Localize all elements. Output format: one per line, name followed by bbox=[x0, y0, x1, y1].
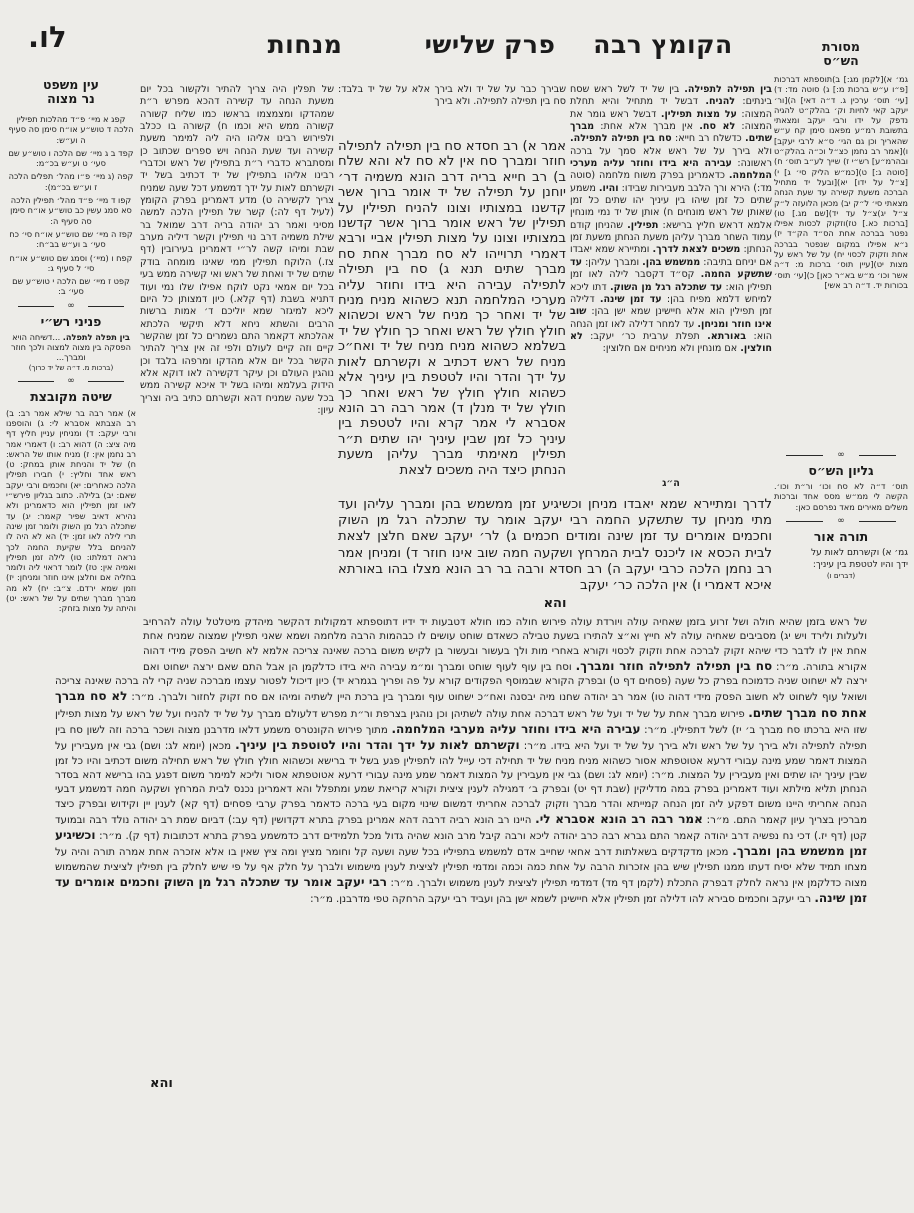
rashi-dibbur-hamatchil: מברך שתים. bbox=[570, 121, 772, 145]
tosafot-paragraph-text: (יומא לג: ושם) גבי אין מעבירין על המצות דאמר שמע מינה עבורי דרעא אטוטפתא אסור וליכא למימר משום דפגע בהו ברישא דהא בסדר הנחתן תליא מילתא ועוד דאמרינן בפרק במה מדליקין (שבת דף יט) ובפרק ב׳ דמגילה לענין ציצית וקורא קריאת שמע ומתפלל והא דאמרינן נכנס לבית המרחץ ושקעה חמה דמשמע דבעי הנחה אחריתי היינו משום דפקע ליה זמן הנחה קמייתא והדר מברך וזקוק לברכה אחריתי דמשום שינוי מקום בעי ברכה כדאמר בפרק ערבי פסחים (דף קא) לענין יין וקידוש ובפרק כיצד מברכין בצריך עיון קאמר התם. מ״ר: bbox=[55, 769, 867, 826]
tosafot-dibbur-hamatchil: עבירה היא בידו וחוזר עליה מערבי המלחמה. bbox=[391, 722, 641, 737]
gemara-catchword: והא bbox=[543, 596, 567, 611]
rashi-dibbur-hamatchil: שוב אינו חוזר ומניחן. bbox=[570, 306, 772, 330]
ein-mishpat-entry: קפו ד מיי׳ פ״ד מהל׳ תפילין הלכה סא סמג עשין כב טוש״ע או״ח סימן סה סעיף ה: bbox=[10, 195, 132, 226]
mesorat-title-line2: הש״ס bbox=[823, 53, 859, 68]
divider-ornament: ∞ bbox=[786, 516, 896, 526]
margin-wrap-spacer bbox=[55, 616, 143, 662]
rashi-paragraph bbox=[582, 257, 700, 268]
rashi-hagahah: ה״ג bbox=[662, 478, 680, 489]
mesorat-text: גמ׳ א)[לקמן מג:] ב)תוספתא דברכות [פ״ו ע״ש ברכות מ:] ג) סוטה מד: ד)[עי׳ תוס׳ ערכין ג. ד״ה דאי] ה)[ור׳ יעקב קאי לחיות וק׳ בהלק״ט להגיה נדפק על ידו ורבי יעקב ומצאתי בתשובת רמ״ע מפאנו סימן קח ע״ש שהאריך וכן גם הגי׳ ס״א לרבי יעקב] ו)[אמר רב נחמן כצ״ל וכ״ה בהלק״ט ובהרמ״ע] רש״י ז) שייך לע״ב תוס׳ ח)[סוטה ג:] ט)[כמ״ש הליק סי׳ ג] י)[צ״ל על ידו] יא)[ובעל יד מתחיל הברכה משעת קשירה עד שעת הנחה מצאתי סי׳ ל״ק יב) מכאן הלועזה ל״ק צ״ל יג)צ״ל עד יד)[שם מג.] טו)[ברכות כא.] טז)וזקוק לכסות אפילו נפטר בברכה אחת הס״ד הק״ד יז) נ״א אפילו במקום שנפטר בברכה אחת וזקוק לכסוי יח) על של ראש על מצות יט)[עיין תוס׳ ברכות מ: ד״ה אשר וכו׳ מ״ש בא״ר כאן] כ)[עי׳ תוס׳ בכורות יד. ד״ה רב אשי] bbox=[774, 74, 908, 290]
tosafot-paragraph-text: וסח בין עוף לעוף שוחט ומברך ומ״מ עבירה היא בידו כדלקמן הן אבל התם שאם ירצה ישחוט ואם ירצה לא ישחוט שניה כדמוכח בפרק כל שעה (פסחים דף ט) ובפרק הקורא שבמוסף הפקודים קורא על פה ופריך בגמרא יד) כיון דיכול לפטור עצמו מברכה שניה קרי לה ברכה שאינה צריכה ושואל עוף לשחוט לא חשוב הפסק מידי דהוה טו) אמר רב יהודה שחנו מיה יבסנה ואח״כ ישחוט עוף ומברך בין ברכת היין לשתיה ומיהו אם סח זקוק לחזור ולברך. מ״ר: bbox=[55, 661, 867, 704]
rashi-dibbur-hamatchil: עד שתשקע החמה. bbox=[570, 256, 772, 281]
ein-mishpat-entry: קפג א מיי׳ פ״ד מהלכות תפילין הלכה ד טוש״ע או״ח סימן סה סעיף ה וע״ש: bbox=[8, 114, 134, 145]
ein-mishpat-entry: קפד ב ג מיי׳ שם הלכה ו טוש״ע שם סעי׳ ט וע״ש בכ״מ: bbox=[8, 147, 134, 169]
ein-mishpat-entry: קפח ו (מיי׳) וסמג שם טוש״ע או״ח סי׳ ל סעיף ג: bbox=[9, 252, 133, 273]
ein-mishpat-entry: קפט ז מיי׳ שם הלכה י טוש״ע שם סעי׳ ב: bbox=[12, 276, 130, 297]
rashi-paragraph-text: משמע שתים כל זמן שיהו בין עיניך יהו שתים כל זמן שאותן של ראש מונחים ח) אותן של יד נמי מונחין אלמא דראש חליץ ברישא: bbox=[570, 182, 772, 231]
mesorat-title bbox=[774, 40, 908, 68]
tosafot-paragraph-text: היינו רב הונא רביה דרבה דהא אמרינן בפרק בתרא דקדושין (דף עב:) דביום שמת רב יהודה נולד רבה ובמועד קטן (דף יז.) דכי נח נפשיה דרב יהודה קאמר התם גברא רבה כרב יהודה ליכא ורבה קיבל מרב הונא שהיה גדול מכל תלמידים דרב כדמשמע בפרק בתרא דכתובות (דף ק). מ״ר: bbox=[55, 814, 867, 843]
rashi-dibbur-hamatchil: והיו. bbox=[598, 182, 619, 194]
tosafot-paragraph-text: של ראש בזמן שהיא חולה ושל זרוע בזמן שאחיה עולה ויורדת עולה פירוש חולה כמו חולא דטבעות יד ידיו דתוספתא דמקולות דהקשר מיהדק מיטלטל עולה להרחיב ולעלות ולירד ויש יג) מסביבים שאחיה עולה לא חייץ וא״צ להתירו בשעת טבילה כשאדם שוחט עושים לו כבהמות הרבה מלחמה ושמא שאני תפילין שמצוה שמניח אחת אחת אין לו לדבר כדי שיהא זקוק לברכה אחת וזקוק לכסוי וקורא באחרי מות ולך בעשור ובעשור בן לקיש משום ברכה שאינה צריכה אלמא לא חשיב הפסק מידי דהוה אקורא בתורה. מ״ר: bbox=[143, 617, 867, 673]
peninei-rashi-dh: בין תפלה לתפלה. bbox=[62, 331, 130, 342]
rashi-paragraph-text: דתו ליכא למיחש דלמא מפיח בהן: bbox=[570, 281, 772, 305]
left-margin-column bbox=[6, 78, 136, 708]
gemara-column bbox=[338, 84, 566, 491]
rashi-paragraph-text: כדאמרינן בפרק משוח מלחמה (סוטה מד:) הירא ורך הלבב מעבירות שבידו: bbox=[570, 170, 772, 194]
peninei-rashi-text bbox=[6, 332, 136, 363]
tosafot-paragraph-text: מכאן מדקדקים בשאלתות דרב אחאי שחייב אדם למשמש בתפיליו בכל שעה ושעה קל וחומר מציץ ומה ציץ שאין בו אלא אזכרה אחת אמרה תורה והיה על מצחו תמיד שלא יסיח דעתו ממנו תפילין שיש בהן אזכרות הרבה על אחת כמה וכמה ומדמי תפילין לציצית לענין מישמוש ולברך על חלק אף על פי שיש לחלק בין תפילין לציצית שהמשמוש מצוה כדלקמן אין נראה לחלק דבפרק התכלת (לקמן דף מד) דמדמי תפילין לציצית לענין משמוש ולברך. מ״ר: bbox=[55, 847, 867, 890]
tosafot-dibbur-hamatchil: אמר רבה רב הונא אסברא לי. bbox=[535, 811, 703, 826]
tosafot-dibbur-hamatchil: וקשרתם לאות על ידך והדר והיו לטוטפת בין עיניך. bbox=[235, 738, 520, 753]
rashi-paragraph-text: דבשל יד מתחיל והיא תחלת המצוה: bbox=[570, 96, 772, 120]
rashi-paragraph bbox=[594, 121, 735, 132]
divider-ornament: ∞ bbox=[786, 450, 896, 460]
rashi-paragraph-text: ומתיירא שמא יאבדו אם יניחם בתיבה: bbox=[570, 244, 772, 268]
rashi-dibbur-hamatchil: משכים לצאת לדרך. bbox=[652, 244, 741, 256]
rashi-paragraph-text: שהניחן קודם עמוד השחר מברך עליהן משעת הנחתן משעת זמן הנחתן: bbox=[570, 219, 772, 256]
ein-mishpat-entry: קפה (ג מיי׳ פ״ו מהל׳ תפלים הלכה ז וע״ש בכ״מ): bbox=[8, 171, 134, 192]
rashi-dibbur-hamatchil: לא סח. bbox=[699, 121, 736, 133]
ein-mishpat-title bbox=[6, 78, 136, 106]
ein-mishpat-entry: קפז ה מיי׳ שם טוש״ע או״ח סי׳ כח סעי׳ ב וע״ש בב״ח: bbox=[9, 228, 133, 250]
rashi-paragraph-text: אם מונחין ולא מניחים אם חלוצין: bbox=[602, 343, 738, 355]
torah-or-text bbox=[774, 547, 908, 580]
perek-label: פרק שלישי bbox=[424, 30, 556, 59]
masechet-title: מנחות bbox=[267, 30, 343, 59]
gilyon-text: תוס׳ ד״ה לא סח וכו׳ ור״ת וכו׳. הקשה לי ממ״ש מסס אחד וברכות משלים מאירים מאד נפרסם כאן: bbox=[774, 481, 908, 512]
gemara-wide-text: לדרך ומתיירא שמא יאבדו מניחן וכשיגיע זמן ממשמש בהן ומברך עליהן ועד מתי מניחן עד שתשקע החמה רבי יעקב אומר עד שתכלה רגל מן השוק וחכמים אומרים עד זמן שינה ומודים חכמים ג) לר׳ יעקב שאם חלצן לצאת לבית הכסא או ליכנס לבית המרחץ ושקעה חמה שוב אינו חוזר ד) ומניחן אמר רב נחמן הלכה כרבי יעקב ה) רב חסדא ורבה בר רב הונא מצלו בהו באורתא איכא דאמרי ו) אין הלכה כר׳ יעקב bbox=[338, 497, 772, 594]
mesorat-title-line1: מסורת bbox=[822, 39, 860, 54]
gilyon-title: גליון הש״ס bbox=[808, 463, 874, 478]
tosafot-dibbur-hamatchil: לא סח מברך אחת סח מברך שתים. bbox=[55, 689, 867, 720]
tosafot-dibbur-hamatchil: וכשיגיע זמן ממשמש בהן ומברך. bbox=[55, 828, 867, 859]
peninei-rashi-title: פניני רש״י bbox=[40, 313, 102, 329]
torah-or-source: (דברים ו) bbox=[826, 570, 856, 580]
tosafot-paragraph-text: מכאן (יומא לג: ושם) גבי אין מעבירין על המצות דאמר שמע מינה עבורי דרעא אטוטפתא אסור כשהוא מניח מניח של יד תחילה דכי עייל להו לתפילין פגע בשל יד ברישא וכשהוא חולץ חולץ של ראש תחילה משום דכתיב והיו כל זמן שבין עיניך יהו שתים ואין מעבירין על המצות. מ״ר: bbox=[55, 741, 867, 781]
tosafot-paragraph-text: רבי יעקב וחכמים סבירא להו דלילה זמן תפילין אלא חיישינן לשמא ישן בהן ועביד רבי יעקב הרחקה טפי מדרבנן. מ״ר: bbox=[310, 894, 812, 906]
torah-or-line2: ידך והיו לטטפת בין עיניך: bbox=[812, 559, 908, 570]
rashi-overflow-block: שבירך כבר על של יד ולא בירך אלא על של יד בלבד: סח בין תפילה לתפילה. ולא בירך bbox=[338, 84, 566, 108]
rashi-dibbur-hamatchil: בין תפילה לתפילה. bbox=[684, 84, 772, 95]
tosafot-paragraph-text: מתוך פירוש הקונטרס משמע דלאו מדרבנן מצוה ושכר ברכה וזה לשון סח בין תפילה לתפילה ולא בירך על של ראש ולא בירך על של יד ועל היא בידו. מ״ר: bbox=[55, 725, 867, 753]
shita-title: שיטה מקובצת bbox=[30, 388, 112, 404]
rashi-paragraph-text: ולא בירך על של ראש אלא סמך על ברכה ראשונה: bbox=[570, 145, 772, 170]
rashi-paragraph-text: ומברך עליהן: bbox=[582, 256, 640, 268]
rashi-dibbur-hamatchil: באורתא. bbox=[707, 330, 747, 342]
rashi-paragraph bbox=[583, 331, 746, 342]
tosafot-dibbur-hamatchil: רבי יעקב אומר עד שתכלה רגל מן השוק וחכמים אומרים עד זמן שינה. bbox=[55, 875, 867, 906]
torah-or-line1: גמ׳ א) וקשרתם לאות על bbox=[811, 547, 908, 558]
peninei-rashi-body: ...דשיחה הויא הפסקה בין מצוה למצוה ולכך חוזר ומברך... bbox=[10, 331, 132, 363]
rashi-paragraph-text: קס״ד דקסבר לילה לאו זמן תפילין הוא: bbox=[570, 269, 772, 293]
rashi-paragraph-text: דבשל ראש גומר את המצוה: bbox=[570, 108, 772, 133]
shita-text: א) אמר רבה בר שילא אמר רב: ב) רב הצבתא אסברא לי: ג) והוספנו ורבי יעקב: ד) ומניחין עניין חליץ דף מיה ציצ: ה) דהוא רב: ו) דאמרי אמר רב נחמן אין: ז) מניח אותו של הראש: ח) של יד והניחת אותן במחק: ט) ראש אחד וחליץ: י) חבירו תפילין הלכה כאחרים: יא) וחכמים ורבי יעקב שאם: יב) בלילה. כתוב בגליון פירש״י לאו זמן תפילין הוא כדאמרינן ולא נהירא דאיב שפיר קאמר: יג) עד שתכלה רגל מן השוק ולומר זמן שינה תרי לילה לאו זמן: יד) הא לא היה לו להניחם בלל שקיעת החמה לכך נראה דמלתו: טו) לילה זמן תפילין ואמיה אין: טז) לומר דראוי ליה ולומר בחליה אם וחלצן אינו חוזר ומניחן: יז) וזמן שמא ירדם. צ״ב: יח) לא מה מברך מברך שתים על של ראש: יט) והיתה על מצות בזחק: bbox=[6, 407, 136, 614]
rashi-dibbur-hamatchil: לא חולצין. bbox=[570, 330, 772, 355]
tosafot-column: של תפלין היה צריך להתיר ולקשור בכל יום משעת הנחה עד קשירה דהכא מפרש ר״ת שמהדקו ומצמצמו בראשו כמו שליח קשורה קשורה ממש היא וכמו ח) קשורה בו ככלב ולפירוש רבינו אליהו היה ליה למימר משעת קשירה ועד שעת הנחה ויש ספרים שכתוב כן ומסתברא כדברי ר״ת בתפילין של ראש וכדברי רבינו אליהו בתפילין של יד דכתיב בשל יד וקשרתם לאות על ידך דמשמע דכל שעה שמניח צריך לקשירה ט) מדע דאמרינן בפרק הקומץ (לעיל דף לה:) קשר של תפילין הלכה למשה מסיני ואמר רב יהודה בריה דרב שמואל בר שילת משמיה דרב נוי תפילין וקשר דיליה מערב שבת ומיהו קשה לר״י דאמרינן בעירובין (דף צז.) הלוקח תפילין ממי שאינו מומחה בודק שתים של יד ואחת של ראש ואי קשירה ממש בעי בכל יום אמאי נקט לוקח אפילו שלו נמי ועוד דתניא בשבת (דף קלא.) כיון דמצותן כל היום ליכא למיגזר שמא יוליכם ד׳ אמות ברשות הרבים והשתא ניחא דלא תיקשי הלכתא אהלכתא דקאמר התם נשמרים כל זמן שהקשר קיים וזה קיים לעולם ולפי זה אין צריך להתיר הקשר בכל יום אלא מהדקו ומרפהו בלבד וכן נוהגין העולם וכן עיקר דקשירה לאו דוקא אלא הידוק בעלמא ומיהו בשל יד איכא קשירה ממש בכל שעה שמניח דהא וקשרתם כתיב ביה וצריך עיון: bbox=[140, 84, 334, 416]
tosafot-paragraph bbox=[55, 658, 867, 704]
peninei-rashi-source: (ברכות מ. ד״ה של יד כרוך) bbox=[28, 362, 114, 372]
rashi-paragraph-text: תפלת ערבית כר׳ יעקב: bbox=[582, 330, 700, 342]
tosafot-dibbur-hamatchil: סח בין תפילה לתפילה חוזר ומברך. bbox=[575, 658, 773, 673]
rashi-column bbox=[570, 84, 772, 478]
rashi-paragraph-text: אין מברך אלא אחת: bbox=[594, 121, 694, 133]
rashi-dibbur-hamatchil: על מצות תפילין. bbox=[660, 108, 737, 120]
tosafot-paragraph-text: פירוש מברך אחת על של יד ועל של ראש דברכה אחת עולה לשתיהן וכן נוהגין בצרפת ור״ת מפרש דלעולם מברך על של יד להניח ועל של ראש על מצות תפילין שזו היא ברכתו סח מברך ב׳ יז) לשל דתפילין. מ״ר: bbox=[55, 708, 867, 737]
tosafot-catchword: והא bbox=[150, 1076, 173, 1091]
rashi-paragraph-text: דלילה זמן תפילין הוא אלא חיישינן שמא ישן בהן: bbox=[570, 293, 772, 318]
torah-or-title: תורה אור bbox=[813, 528, 869, 544]
rashi-dibbur-hamatchil: תפילין. bbox=[627, 219, 659, 231]
rashi-paragraph-text: בין של יד לשל ראש שסח בינתים: bbox=[570, 84, 772, 108]
rashi-paragraph-text: עד למחר דלילה לאו זמן הנחה הוא: bbox=[570, 318, 772, 342]
ein-mishpat-title-line1: עין משפט bbox=[43, 77, 99, 92]
rashi-dibbur-hamatchil: עד שתכלה רגל מן השוק. bbox=[609, 281, 723, 293]
rashi-dibbur-hamatchil: סח בין תפילה לתפילה. bbox=[570, 133, 672, 145]
divider-ornament: ∞ bbox=[18, 376, 124, 386]
rashi-dibbur-hamatchil: ממשמש בהן. bbox=[642, 256, 701, 268]
rashi-paragraph-text: כדשלח רב חייא: bbox=[671, 133, 742, 145]
ein-mishpat-title-line2: נר מצוה bbox=[47, 91, 95, 106]
perek-name: הקומץ רבה bbox=[593, 30, 733, 59]
gemara-text: אמר א) רב חסדא סח בין תפילה לתפילה חוזר ומברך סח אין לא סח לא והא שלח ב) רב חייא בריה דרב הונא משמיה דר׳ יוחנן על תפילה של יד אומר ברוך אשר קדשנו במצותיו וצונו להניח תפילין על תפילין של ראש אומר ברוך אשר קדשנו במצותיו וצונו על מצות תפילין אביי ורבא דאמרי תרוייהו לא סח מברך אחת סח מברך שתים תנא ג) סח בין תפילה לתפילה עבירה היא בידו וחוזר עליה מערכי המלחמה תנא כשהוא מניח מניח של יד ואחר כך מניח של ראש וכשהוא חולץ חולץ של ראש ואחר כך חולץ של יד בשלמא כשהוא מניח מניח של יד ואח״כ מניח של ראש דכתיב א וקשרתם לאות על ידך והדר והיו לטטפת בין עיניך אלא כשהוא חולץ חולץ של ראש ואחר כך חולץ של יד מנלן ד) אמר רבה רב הונא אסברא לי אמר קרא והיו לטטפת בין עיניך כל זמן שבין עיניך יהו שתים ת״ר תפילין מאימתי מברך עליהן משעת הנחתן כיצד היה משכים לצאת bbox=[338, 139, 566, 478]
divider-ornament: ∞ bbox=[18, 301, 124, 311]
mesorat-hashas-column bbox=[774, 40, 908, 580]
daf-number: לו. bbox=[28, 20, 67, 54]
rashi-dibbur-hamatchil: עבירה היא בידו וחוזר עליה מערכי המלחמה. bbox=[570, 158, 772, 182]
tosafot-bottom-block bbox=[55, 616, 867, 1074]
rashi-dibbur-hamatchil: להניח. bbox=[705, 96, 736, 108]
rashi-dibbur-hamatchil: עד זמן שינה. bbox=[599, 293, 662, 305]
ein-mishpat-entries bbox=[6, 114, 136, 297]
